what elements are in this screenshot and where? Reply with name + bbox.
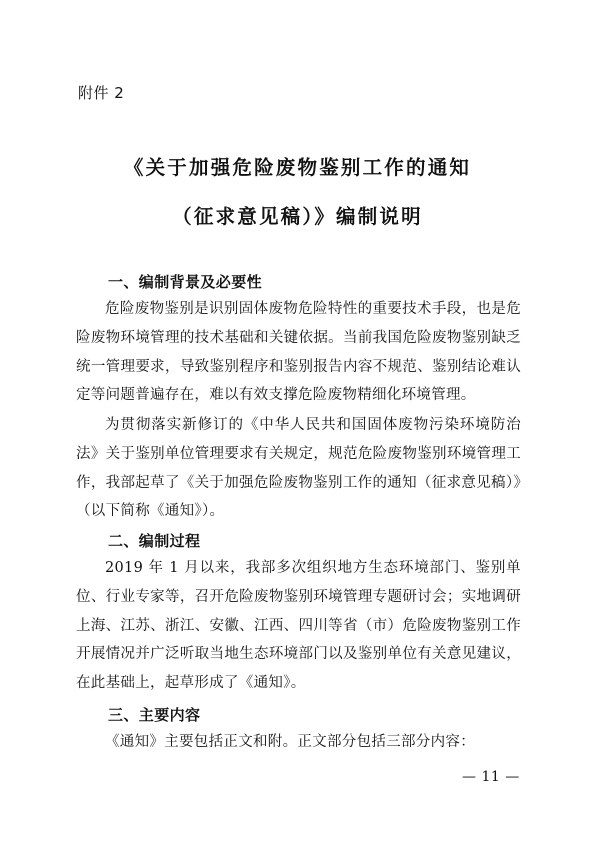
- paragraph-process: 2019 年 1 月以来，我部多次组织地方生态环境部门、鉴别单位、行业专家等，召开危险废物鉴别环境管理专题研讨会；实地调研上海、江苏、浙江、安徽、江西、四川等省（市）危险废物鉴别工作开展情况并广泛听取当地生态环境部门以及鉴别单位有关意见建议，在此基础上，起草形成了《通知》。: [76, 560, 521, 692]
- paragraph-main-content: 《通知》主要包括正文和附。正文部分包括三部分内容：: [105, 734, 475, 750]
- page-number: — 11 —: [462, 769, 520, 785]
- attachment-label: 附件 2: [78, 84, 125, 102]
- section-heading-main-content: 三、主要内容: [108, 706, 201, 724]
- section-heading-background: 一、编制背景及必要性: [108, 273, 263, 291]
- document-title-line-2: （征求意见稿）》编制说明: [172, 205, 423, 228]
- paragraph-background-1: 危险废物鉴别是识别固体废物危险特性的重要技术手段，也是危险废物环境管理的技术基础和关键依据。当前我国危险废物鉴别缺乏统一管理要求，导致鉴别程序和鉴别报告内容不规范、鉴别结论难认定等问题普遍存在，难以有效支撑危险废物精细化环境管理。: [76, 301, 521, 404]
- section-heading-process: 二、编制过程: [108, 532, 201, 550]
- document-title-line-1: 《关于加强危险废物鉴别工作的通知: [123, 156, 472, 179]
- paragraph-background-2: 为贯彻落实新修订的《中华人民共和国固体废物污染环境防治法》关于鉴别单位管理要求有关规定，规范危险废物鉴别环境管理工作，我部起草了《关于加强危险废物鉴别工作的通知（征求意见稿）》（以下简称《通知》）。: [76, 417, 521, 520]
